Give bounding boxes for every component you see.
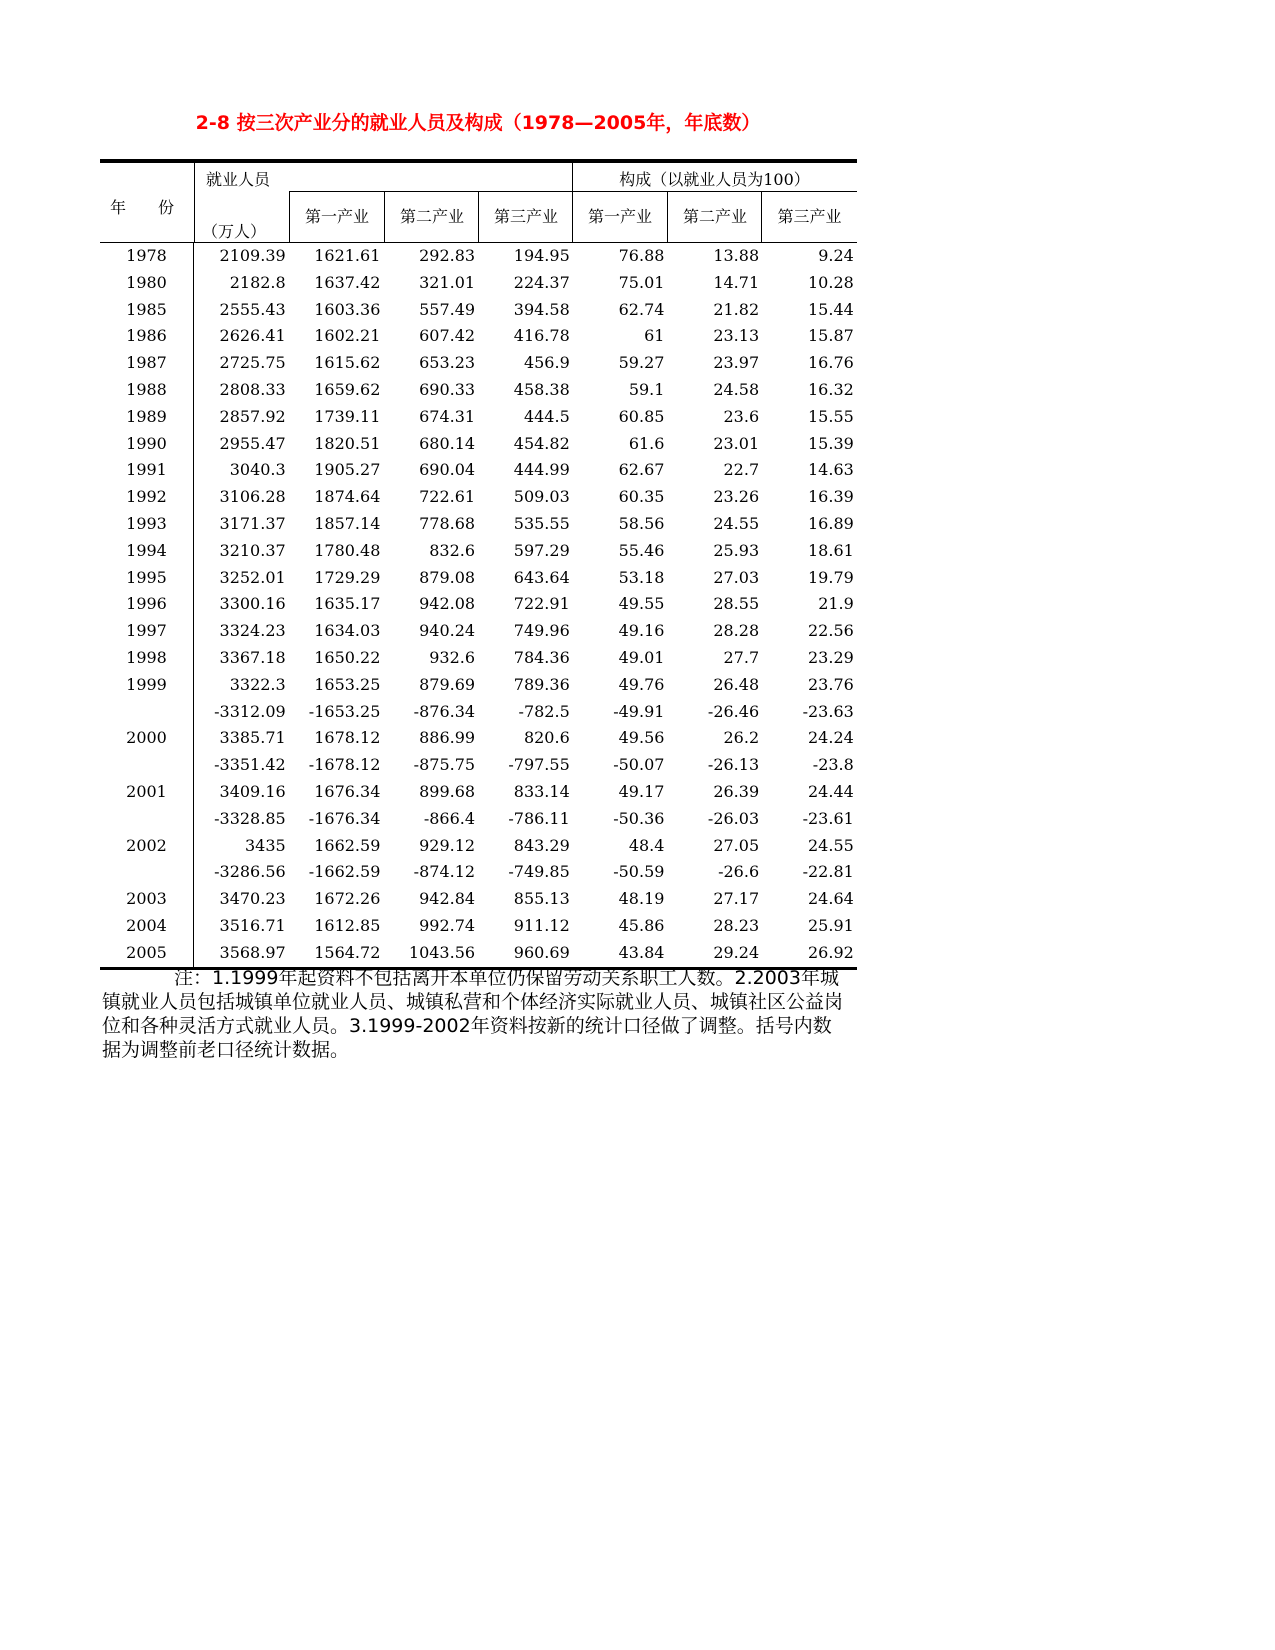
year-cell: 1997 xyxy=(100,618,194,645)
year-cell: 1992 xyxy=(100,484,194,511)
value-cell: 27.7 xyxy=(723,647,760,667)
value-cell: 899.68 xyxy=(419,781,476,801)
value-cell: 1043.56 xyxy=(408,942,476,962)
value-cell: 23.29 xyxy=(808,647,854,667)
value-cell: 23.97 xyxy=(713,353,760,373)
value-cell: 1672.26 xyxy=(314,889,381,909)
header-secondary-count: 第二产业 xyxy=(384,191,479,242)
value-cell: 960.69 xyxy=(513,942,570,962)
value-cell: 43.84 xyxy=(618,942,665,962)
value-cell: 3040.3 xyxy=(229,460,286,480)
value-cell: 2109.39 xyxy=(219,246,286,265)
value-cell: 292.83 xyxy=(419,246,476,265)
value-cell: 24.58 xyxy=(713,379,760,399)
table-row xyxy=(100,752,857,779)
value-cell: 3409.16 xyxy=(219,781,286,801)
value-cell: 60.85 xyxy=(618,406,665,426)
year-cell: 1989 xyxy=(100,404,194,431)
value-cell: -50.36 xyxy=(613,808,665,828)
value-cell: -749.85 xyxy=(508,862,570,882)
value-cell: 24.64 xyxy=(808,889,854,909)
value-cell: 1634.03 xyxy=(314,621,381,641)
value-cell: 59.27 xyxy=(618,353,665,373)
year-cell: 1988 xyxy=(100,377,194,404)
value-cell: 932.6 xyxy=(429,647,476,667)
value-cell: -26.6 xyxy=(718,862,760,882)
value-cell: 749.96 xyxy=(513,621,570,641)
value-cell: 3568.97 xyxy=(219,942,286,962)
value-cell: 2555.43 xyxy=(219,299,286,319)
value-cell: 942.08 xyxy=(419,594,476,614)
composition-header: 构成（以就业人员为100） xyxy=(619,170,810,189)
value-cell: 2857.92 xyxy=(219,406,286,426)
value-cell: 24.24 xyxy=(808,728,854,748)
value-cell: 23.26 xyxy=(713,487,760,507)
year-cell xyxy=(100,752,194,779)
value-cell: 3435 xyxy=(244,835,286,855)
header-tertiary-share: 第三产业 xyxy=(761,191,857,242)
value-cell: 843.29 xyxy=(513,835,570,855)
value-cell: 3252.01 xyxy=(219,567,286,587)
table-row xyxy=(100,270,857,297)
year-cell: 1996 xyxy=(100,591,194,618)
value-cell: 690.33 xyxy=(419,379,476,399)
year-cell: 2004 xyxy=(100,913,194,940)
value-cell: 15.39 xyxy=(808,433,854,453)
value-cell: -23.8 xyxy=(812,755,854,775)
year-cell: 1986 xyxy=(100,323,194,350)
value-cell: 680.14 xyxy=(419,433,476,453)
value-cell: 18.61 xyxy=(808,540,854,560)
value-cell: 454.82 xyxy=(513,433,570,453)
table-row xyxy=(100,699,857,726)
value-cell: 61 xyxy=(644,326,665,346)
value-cell: -26.46 xyxy=(707,701,760,721)
value-cell: 2808.33 xyxy=(219,379,286,399)
table-row xyxy=(100,913,857,940)
header-tertiary-count: 第三产业 xyxy=(478,191,573,242)
value-cell: 76.88 xyxy=(618,246,665,265)
year-cell xyxy=(100,806,194,833)
table-row xyxy=(100,725,857,752)
value-cell: 23.76 xyxy=(808,674,854,694)
value-cell: 3300.16 xyxy=(219,594,286,614)
table-row xyxy=(100,886,857,913)
value-cell: 784.36 xyxy=(513,647,570,667)
table-row xyxy=(100,833,857,860)
value-cell: -50.59 xyxy=(613,862,665,882)
value-cell: 9.24 xyxy=(818,246,854,265)
value-cell: 2182.8 xyxy=(229,272,286,292)
value-cell: 1659.62 xyxy=(314,379,381,399)
value-cell: 2955.47 xyxy=(219,433,286,453)
year-cell: 1991 xyxy=(100,457,194,484)
value-cell: 416.78 xyxy=(513,326,570,346)
year-cell: 2001 xyxy=(100,779,194,806)
value-cell: 60.35 xyxy=(618,487,665,507)
value-cell: 886.99 xyxy=(419,728,476,748)
value-cell: 992.74 xyxy=(419,915,476,935)
value-cell: 48.4 xyxy=(628,835,665,855)
table-row xyxy=(100,431,857,458)
value-cell: 16.32 xyxy=(808,379,854,399)
value-cell: 1612.85 xyxy=(314,915,381,935)
value-cell: -866.4 xyxy=(423,808,476,828)
value-cell: 49.01 xyxy=(618,647,665,667)
year-cell: 1993 xyxy=(100,511,194,538)
value-cell: -876.34 xyxy=(413,701,476,721)
value-cell: -1676.34 xyxy=(308,808,381,828)
value-cell: -786.11 xyxy=(508,808,570,828)
value-cell: 879.69 xyxy=(419,674,476,694)
value-cell: 24.55 xyxy=(808,835,854,855)
divider xyxy=(194,163,195,242)
table-row xyxy=(100,511,857,538)
value-cell: 3516.71 xyxy=(219,915,286,935)
value-cell: -3286.56 xyxy=(214,862,286,882)
value-cell: 24.55 xyxy=(713,513,760,533)
value-cell: 1780.48 xyxy=(314,540,381,560)
value-cell: 789.36 xyxy=(513,674,570,694)
value-cell: 855.13 xyxy=(513,889,570,909)
year-cell: 1990 xyxy=(100,431,194,458)
table-row xyxy=(100,859,857,886)
year-cell: 1987 xyxy=(100,350,194,377)
value-cell: -874.12 xyxy=(413,862,476,882)
value-cell: 26.48 xyxy=(713,674,760,694)
value-cell: 27.03 xyxy=(713,567,760,587)
table-row xyxy=(100,645,857,672)
value-cell: 25.91 xyxy=(808,915,854,935)
value-cell: 48.19 xyxy=(618,889,665,909)
header-primary-share: 第一产业 xyxy=(587,207,652,226)
value-cell: 23.6 xyxy=(723,406,760,426)
value-cell: 321.01 xyxy=(419,272,476,292)
table-row xyxy=(100,323,857,350)
value-cell: 1615.62 xyxy=(314,353,381,373)
year-cell: 1978 xyxy=(100,243,194,270)
value-cell: 911.12 xyxy=(513,915,570,935)
value-cell: 1678.12 xyxy=(314,728,381,748)
table-row xyxy=(100,350,857,377)
table-header xyxy=(100,163,857,243)
value-cell: 1603.36 xyxy=(314,299,381,319)
value-cell: 49.56 xyxy=(618,728,665,748)
value-cell: 21.82 xyxy=(713,299,760,319)
value-cell: 929.12 xyxy=(419,835,476,855)
value-cell: 61.6 xyxy=(628,433,665,453)
value-cell: 10.28 xyxy=(808,272,854,292)
value-cell: 16.76 xyxy=(808,353,854,373)
value-cell: 1602.21 xyxy=(314,326,381,346)
value-cell: 509.03 xyxy=(513,487,570,507)
value-cell: 444.5 xyxy=(523,406,570,426)
value-cell: 3324.23 xyxy=(219,621,286,641)
value-cell: 394.58 xyxy=(513,299,570,319)
value-cell: 2725.75 xyxy=(219,353,286,373)
table-row xyxy=(100,672,857,699)
value-cell: -1653.25 xyxy=(308,701,381,721)
value-cell: -1678.12 xyxy=(308,755,381,775)
year-cell: 1995 xyxy=(100,565,194,592)
value-cell: 49.17 xyxy=(618,781,665,801)
value-cell: 1662.59 xyxy=(314,835,381,855)
value-cell: 49.16 xyxy=(618,621,665,641)
value-cell: 26.92 xyxy=(808,942,854,962)
value-cell: -875.75 xyxy=(413,755,476,775)
value-cell: 28.23 xyxy=(713,915,760,935)
value-cell: 778.68 xyxy=(419,513,476,533)
value-cell: 26.39 xyxy=(713,781,760,801)
value-cell: -782.5 xyxy=(518,701,570,721)
value-cell: 1637.42 xyxy=(314,272,381,292)
value-cell: 28.28 xyxy=(713,621,760,641)
value-cell: -49.91 xyxy=(613,701,665,721)
value-cell: 62.67 xyxy=(618,460,665,480)
value-cell: 1635.17 xyxy=(314,594,381,614)
year-cell: 1994 xyxy=(100,538,194,565)
table-row xyxy=(100,484,857,511)
year-cell: 1998 xyxy=(100,645,194,672)
value-cell: 3367.18 xyxy=(219,647,286,667)
value-cell: 832.6 xyxy=(429,540,476,560)
value-cell: -26.03 xyxy=(707,808,760,828)
value-cell: 15.87 xyxy=(808,326,854,346)
value-cell: 45.86 xyxy=(618,915,665,935)
employed-header: 就业人员 xyxy=(206,170,271,189)
value-cell: 942.84 xyxy=(419,889,476,909)
employment-table xyxy=(100,159,857,970)
value-cell: 833.14 xyxy=(513,781,570,801)
value-cell: -3351.42 xyxy=(214,755,286,775)
value-cell: 75.01 xyxy=(618,272,665,292)
value-cell: 15.55 xyxy=(808,406,854,426)
value-cell: 24.44 xyxy=(808,781,854,801)
table-row xyxy=(100,940,857,967)
value-cell: 29.24 xyxy=(713,942,760,962)
table-row xyxy=(100,618,857,645)
value-cell: 1653.25 xyxy=(314,674,381,694)
value-cell: 1621.61 xyxy=(314,246,381,265)
value-cell: 23.01 xyxy=(713,433,760,453)
value-cell: 2626.41 xyxy=(219,326,286,346)
value-cell: 690.04 xyxy=(419,460,476,480)
value-cell: 16.89 xyxy=(808,513,854,533)
value-cell: 19.79 xyxy=(808,567,854,587)
value-cell: 3470.23 xyxy=(219,889,286,909)
value-cell: 15.44 xyxy=(808,299,854,319)
value-cell: 597.29 xyxy=(513,540,570,560)
year-cell: 1985 xyxy=(100,297,194,324)
value-cell: 25.93 xyxy=(713,540,760,560)
value-cell: 1650.22 xyxy=(314,647,381,667)
value-cell: 3171.37 xyxy=(219,513,286,533)
value-cell: 53.18 xyxy=(618,567,665,587)
table-row xyxy=(100,565,857,592)
value-cell: 27.17 xyxy=(713,889,760,909)
value-cell: 14.63 xyxy=(808,460,854,480)
year-cell: 1980 xyxy=(100,270,194,297)
value-cell: -3312.09 xyxy=(214,701,286,721)
value-cell: 58.56 xyxy=(618,513,665,533)
value-cell: 1729.29 xyxy=(314,567,381,587)
value-cell: 643.64 xyxy=(513,567,570,587)
value-cell: 14.71 xyxy=(713,272,760,292)
table-body xyxy=(100,243,857,967)
value-cell: -23.61 xyxy=(802,808,854,828)
value-cell: -1662.59 xyxy=(308,862,381,882)
value-cell: 194.95 xyxy=(513,246,570,265)
value-cell: -22.81 xyxy=(802,862,854,882)
table-row xyxy=(100,404,857,431)
value-cell: 27.05 xyxy=(713,835,760,855)
value-cell: 458.38 xyxy=(513,379,570,399)
year-header: 年 份 xyxy=(110,198,175,217)
value-cell: 535.55 xyxy=(513,513,570,533)
value-cell: 820.6 xyxy=(523,728,570,748)
value-cell: 940.24 xyxy=(419,621,476,641)
table-row xyxy=(100,779,857,806)
value-cell: 3106.28 xyxy=(219,487,286,507)
year-cell: 2002 xyxy=(100,833,194,860)
table-row xyxy=(100,538,857,565)
value-cell: 21.9 xyxy=(818,594,854,614)
value-cell: 1676.34 xyxy=(314,781,381,801)
value-cell: 224.37 xyxy=(513,272,570,292)
value-cell: 13.88 xyxy=(713,246,760,265)
year-cell xyxy=(100,859,194,886)
value-cell: 22.56 xyxy=(808,621,854,641)
value-cell: 59.1 xyxy=(628,379,665,399)
table-row xyxy=(100,297,857,324)
value-cell: -797.55 xyxy=(508,755,570,775)
value-cell: 557.49 xyxy=(419,299,476,319)
value-cell: 879.08 xyxy=(419,567,476,587)
value-cell: 23.13 xyxy=(713,326,760,346)
year-cell: 2003 xyxy=(100,886,194,913)
value-cell: 49.76 xyxy=(618,674,665,694)
value-cell: 62.74 xyxy=(618,299,665,319)
table-row xyxy=(100,591,857,618)
value-cell: 607.42 xyxy=(419,326,476,346)
value-cell: 22.7 xyxy=(723,460,760,480)
value-cell: 1857.14 xyxy=(314,513,381,533)
value-cell: -26.13 xyxy=(707,755,760,775)
value-cell: 55.46 xyxy=(618,540,665,560)
value-cell: 1820.51 xyxy=(314,433,381,453)
value-cell: 49.55 xyxy=(618,594,665,614)
value-cell: 1739.11 xyxy=(314,406,381,426)
value-cell: 28.55 xyxy=(713,594,760,614)
table-title: 2-8 按三次产业分的就业人员及构成（1978—2005年，年底数） xyxy=(195,112,761,134)
table-row xyxy=(100,377,857,404)
value-cell: 26.2 xyxy=(723,728,760,748)
year-cell xyxy=(100,699,194,726)
value-cell: 674.31 xyxy=(419,406,476,426)
header-secondary-share: 第二产业 xyxy=(667,191,762,242)
value-cell: 1874.64 xyxy=(314,487,381,507)
value-cell: 1564.72 xyxy=(314,942,381,962)
table-row xyxy=(100,806,857,833)
unit-label: （万人） xyxy=(202,222,267,241)
value-cell: 16.39 xyxy=(808,487,854,507)
table-row xyxy=(100,243,857,270)
value-cell: 444.99 xyxy=(513,460,570,480)
value-cell: -3328.85 xyxy=(214,808,286,828)
value-cell: 722.91 xyxy=(513,594,570,614)
header-primary-count: 第一产业 xyxy=(289,191,384,242)
value-cell: 3210.37 xyxy=(219,540,286,560)
table-row xyxy=(100,457,857,484)
value-cell: -50.07 xyxy=(613,755,665,775)
value-cell: 3322.3 xyxy=(229,674,286,694)
value-cell: 3385.71 xyxy=(219,728,286,748)
year-cell: 1999 xyxy=(100,672,194,699)
value-cell: -23.63 xyxy=(802,701,854,721)
value-cell: 722.61 xyxy=(419,487,476,507)
value-cell: 653.23 xyxy=(419,353,476,373)
year-cell: 2000 xyxy=(100,725,194,752)
value-cell: 1905.27 xyxy=(314,460,381,480)
value-cell: 456.9 xyxy=(523,353,570,373)
table-note: 注：1.1999年起资料不包括离开本单位仍保留劳动关系职工人数。2.2003年城镇就业人员包括城镇单位就业人员、城镇私营和个体经济实际就业人员、城镇社区公益岗位和各种灵活方式就业人员。3.1999-2002年资料按新的统计口径做了调整。括号内数据为调整前老口径统计数据。 xyxy=(102,967,844,1061)
year-cell: 2005 xyxy=(100,940,194,967)
